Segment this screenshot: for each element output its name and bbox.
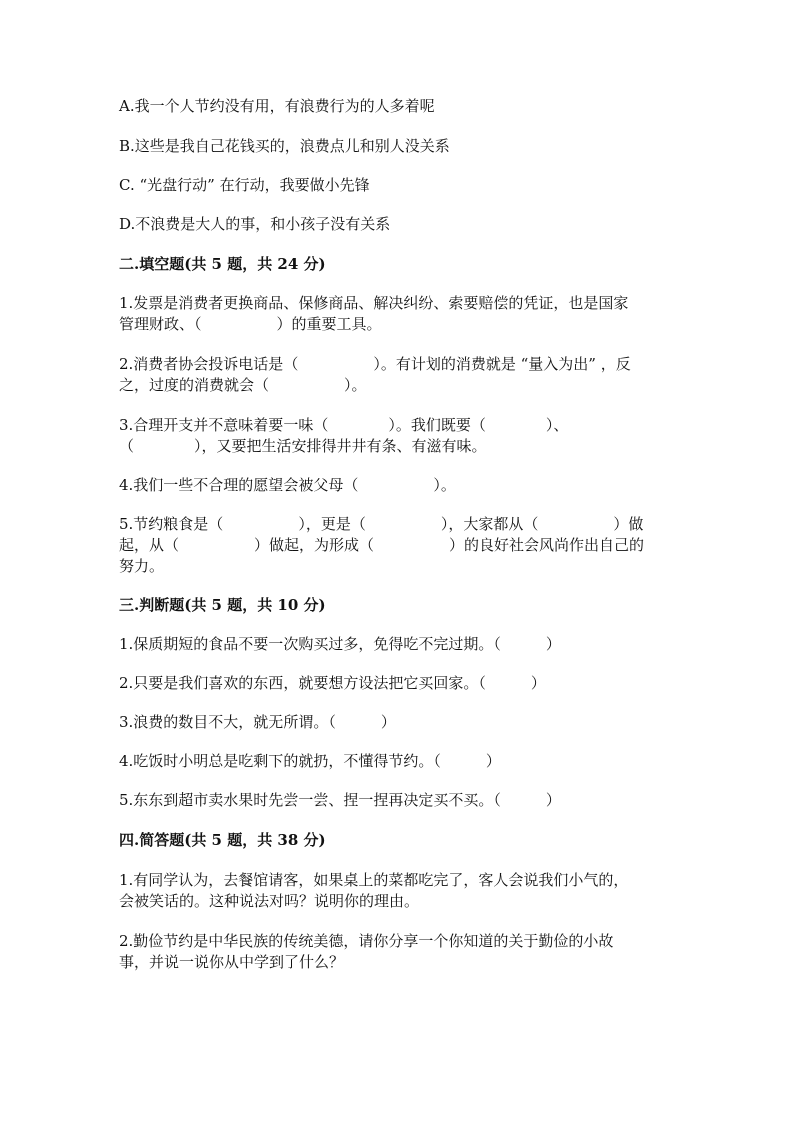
section-heading-true-false: 三.判断题(共 5 题，共 10 分) — [119, 596, 326, 614]
sa-q2-line2: 事，并说一说你从中学到了什么？ — [119, 953, 345, 971]
tf-q5: 5.东东到超市卖水果时先尝一尝、捏一捏再决定买不买。（ ） — [119, 791, 561, 809]
fill-q1-line1: 1.发票是消费者更换商品、保修商品、解决纠纷、索要赔偿的凭证，也是国家 — [119, 294, 629, 312]
option-a: A.我一个人节约没有用，有浪费行为的人多着呢 — [119, 97, 435, 115]
option-c: C. “光盘行动” 在行动，我要做小先锋 — [119, 176, 370, 194]
fill-q2-line1: 2.消费者协会投诉电话是（ ）。有计划的消费就是 “量入为出” ，反 — [119, 355, 631, 373]
fill-q3-line1: 3.合理开支并不意味着要一味（ ）。我们既要（ ）、 — [119, 416, 569, 434]
fill-q2-line2: 之，过度的消费就会（ ）。 — [119, 376, 367, 394]
sa-q1-line2: 会被笑话的。这种说法对吗？说明你的理由。 — [119, 892, 420, 910]
sa-q1-line1: 1.有同学认为，去餐馆请客，如果桌上的菜都吃完了，客人会说我们小气的， — [119, 871, 629, 889]
tf-q2: 2.只要是我们喜欢的东西，就要想方设法把它买回家。（ ） — [119, 674, 546, 692]
tf-q1: 1.保质期短的食品不要一次购买过多，免得吃不完过期。（ ） — [119, 635, 561, 653]
sa-q2-line1: 2.勤俭节约是中华民族的传统美德，请你分享一个你知道的关于勤俭的小故 — [119, 932, 614, 950]
option-b: B.这些是我自己花钱买的，浪费点儿和别人没关系 — [119, 137, 450, 155]
fill-q4: 4.我们一些不合理的愿望会被父母（ ）。 — [119, 476, 456, 494]
fill-q1-line2: 管理财政、（ ）的重要工具。 — [119, 315, 382, 333]
fill-q5-line3: 努力。 — [119, 557, 165, 575]
fill-q5-line1: 5.节约粮食是（ ），更是（ ），大家都从（ ）做 — [119, 515, 644, 533]
section-heading-fill-blank: 二.填空题(共 5 题，共 24 分) — [119, 255, 326, 273]
option-d: D.不浪费是大人的事，和小孩子没有关系 — [119, 215, 391, 233]
section-heading-short-answer: 四.简答题(共 5 题，共 38 分) — [119, 831, 326, 849]
fill-q3-line2: （ ），又要把生活安排得井井有条、有滋有味。 — [119, 437, 487, 455]
tf-q3: 3.浪费的数目不大，就无所谓。（ ） — [119, 713, 396, 731]
fill-q5-line2: 起，从（ ）做起，为形成（ ）的良好社会风尚作出自己的 — [119, 536, 645, 554]
tf-q4: 4.吃饭时小明总是吃剩下的就扔，不懂得节约。（ ） — [119, 752, 501, 770]
